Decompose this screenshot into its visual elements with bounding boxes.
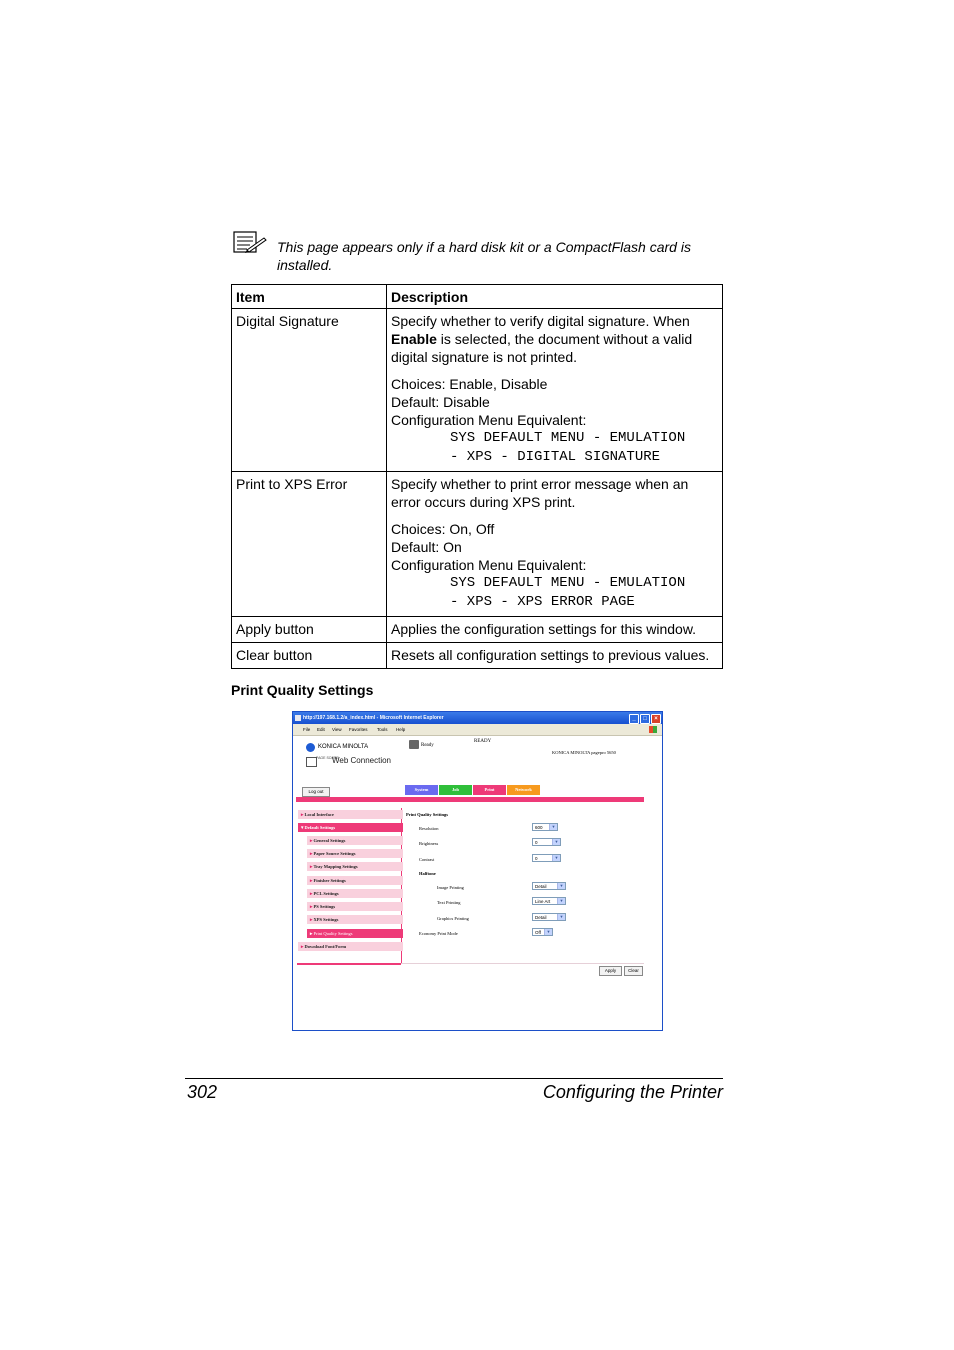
image-printing-select[interactable] (532, 882, 566, 890)
chevron-down-icon: ▼ (552, 855, 560, 861)
arrow-icon: ► (309, 851, 314, 856)
sidebar-item-label: Default Settings (304, 825, 336, 830)
minimize-icon[interactable]: _ (629, 714, 639, 724)
image-printing-label: Image Printing (437, 885, 464, 890)
arrow-icon: ► (309, 891, 314, 896)
section-title: Print Quality Settings (231, 682, 374, 698)
close-icon[interactable]: × (651, 714, 661, 724)
chapter-title: Configuring the Printer (542, 1082, 723, 1102)
form-bottom-rule (401, 963, 644, 964)
description-text: Specify whether to print error message when an error occurs during XPS print. (391, 476, 689, 510)
economy-print-select[interactable] (532, 928, 553, 936)
brightness-label: Brightness (419, 841, 439, 846)
sidebar (297, 808, 402, 964)
window-title: http://197.168.1.2/a_index.html - Microsoft Internet Explorer (303, 715, 444, 721)
sidebar-item-label: Paper Source Settings (313, 851, 356, 856)
description-part: Specify whether to verify digital signature. When (391, 313, 690, 329)
arrow-icon: ► (309, 931, 314, 936)
select-value: Detail (535, 915, 547, 920)
sidebar-item-label: Download Font/Form (304, 944, 347, 949)
sidebar-item-label: XPS Settings (313, 917, 339, 922)
web-connection-title: Web Connection (332, 756, 391, 765)
select-value: Detail (535, 884, 547, 889)
default-text: Default: Disable (391, 394, 490, 410)
arrow-icon: ► (309, 838, 314, 843)
item-cell: Digital Signature (232, 309, 387, 472)
sidebar-item-xps[interactable] (307, 915, 403, 924)
item-cell: Print to XPS Error (232, 472, 387, 617)
item-cell: Apply button (232, 617, 387, 643)
contrast-label: Contrast (419, 857, 435, 862)
chevron-down-icon: ▼ (552, 839, 560, 845)
window-titlebar (293, 712, 662, 724)
description-cell: Resets all configuration settings to previous values. (387, 643, 723, 669)
config-label: Configuration Menu Equivalent: (391, 557, 587, 573)
economy-print-label: Economy Print Mode (419, 931, 458, 936)
menu-view[interactable]: View (332, 727, 342, 732)
config-path-line: - XPS - DIGITAL SIGNATURE (450, 449, 661, 465)
menu-edit[interactable]: Edit (317, 727, 325, 732)
note-icon (233, 231, 267, 255)
status-display: READY (474, 739, 492, 744)
description-cell (387, 472, 723, 617)
choices-text: Choices: Enable, Disable (391, 376, 548, 392)
arrow-icon: ► (300, 944, 305, 949)
sidebar-item-paper-source[interactable] (307, 849, 403, 858)
sidebar-item-local-interface[interactable] (298, 810, 403, 819)
select-value: Line Art (535, 899, 551, 904)
maximize-icon[interactable]: □ (640, 714, 650, 724)
options-block (391, 375, 718, 467)
menu-help[interactable]: Help (396, 727, 406, 732)
apply-button[interactable]: Apply (599, 966, 622, 976)
ie-icon (295, 715, 301, 721)
arrow-icon: ► (309, 878, 314, 883)
description-cell: Applies the configuration settings for this window. (387, 617, 723, 643)
arrow-icon: ► (309, 864, 314, 869)
tab-network[interactable]: Network (507, 785, 540, 795)
table-row (232, 617, 723, 643)
chevron-down-icon: ▼ (544, 929, 552, 935)
graphics-printing-select[interactable] (532, 913, 566, 921)
header-item: Item (232, 285, 387, 309)
sidebar-item-label: General Settings (313, 838, 346, 843)
sidebar-item-print-quality[interactable] (307, 929, 403, 938)
halftone-label: Halftone (419, 871, 436, 876)
config-path-line: - XPS - XPS ERROR PAGE (450, 594, 635, 610)
select-value: 0 (535, 840, 538, 845)
settings-table (231, 284, 723, 669)
select-value: 0 (535, 856, 538, 861)
arrow-down-icon: ▼ (300, 825, 305, 830)
description-part: is selected, the document without a valid digital signature is not printed. (391, 331, 693, 365)
chevron-down-icon: ▼ (557, 914, 565, 920)
tab-underline (296, 797, 644, 802)
arrow-icon: ► (309, 904, 314, 909)
arrow-icon: ► (309, 917, 314, 922)
menu-tools[interactable]: Tools (377, 727, 388, 732)
item-cell: Clear button (232, 643, 387, 669)
description-bold: Enable (391, 331, 437, 347)
konica-logo-icon (306, 743, 315, 752)
pagescope-label: PAGE SCOPE (316, 756, 339, 760)
brand-name: KONICA MINOLTA (318, 744, 369, 750)
note-text: This page appears only if a hard disk kit or a CompactFlash card is installed. (277, 239, 691, 273)
sidebar-item-pcl[interactable] (307, 889, 403, 898)
header-description: Description (387, 285, 723, 309)
choices-text: Choices: On, Off (391, 521, 495, 537)
chevron-down-icon: ▼ (549, 824, 557, 830)
sidebar-item-download-font[interactable] (298, 942, 403, 951)
select-value: 600 (535, 825, 543, 830)
status-label: Ready (421, 743, 434, 748)
sidebar-item-ps[interactable] (307, 902, 403, 911)
tab-print[interactable]: Print (473, 785, 506, 795)
sidebar-item-default-settings[interactable] (298, 823, 403, 832)
text-printing-label: Text Printing (437, 900, 461, 905)
chevron-down-icon: ▼ (557, 898, 565, 904)
arrow-icon: ► (300, 812, 305, 817)
tab-system[interactable]: System (405, 785, 438, 795)
table-row (232, 472, 723, 617)
description-text (391, 312, 718, 366)
menu-bar (293, 724, 662, 736)
logout-button[interactable]: Log out (302, 787, 330, 797)
select-value: Off (535, 930, 541, 935)
table-header-row (232, 285, 723, 309)
menu-favorites[interactable]: Favorites (349, 727, 368, 732)
tab-job[interactable]: Job (439, 785, 472, 795)
config-path-line: SYS DEFAULT MENU - EMULATION (450, 430, 686, 446)
sidebar-item-label: PCL Settings (313, 891, 339, 896)
printer-model: KONICA MINOLTA pagepro 5650 (552, 750, 616, 755)
table-row (232, 309, 723, 472)
sidebar-item-finisher[interactable] (307, 876, 403, 885)
text-printing-select[interactable] (532, 897, 566, 905)
contrast-select[interactable] (532, 854, 561, 862)
printer-status-icon (409, 740, 419, 749)
sidebar-item-label: Finisher Settings (313, 878, 346, 883)
resolution-select[interactable] (532, 823, 558, 831)
sidebar-item-tray-mapping[interactable] (307, 862, 403, 871)
sidebar-item-label: Print Quality Settings (313, 931, 353, 936)
chevron-down-icon: ▼ (557, 883, 565, 889)
page-number: 302 (187, 1082, 218, 1102)
brightness-select[interactable] (532, 838, 561, 846)
sidebar-item-general-settings[interactable] (307, 836, 403, 845)
sidebar-item-label: PS Settings (313, 904, 336, 909)
default-text: Default: On (391, 539, 462, 555)
sidebar-item-label: Local Interface (304, 812, 334, 817)
graphics-printing-label: Graphics Printing (437, 916, 469, 921)
config-label: Configuration Menu Equivalent: (391, 412, 587, 428)
form-title: Print Quality Settings (406, 812, 449, 817)
clear-button[interactable]: Clear (624, 966, 643, 976)
table-row (232, 643, 723, 669)
config-path-line: SYS DEFAULT MENU - EMULATION (450, 575, 686, 591)
windows-logo-icon (649, 726, 657, 733)
description-cell (387, 309, 723, 472)
options-block (391, 520, 718, 612)
menu-file[interactable]: File (303, 727, 311, 732)
sidebar-bottom-rule (297, 963, 401, 965)
browser-screenshot (292, 711, 663, 1031)
sidebar-item-label: Tray Mapping Settings (313, 864, 358, 869)
footer-rule (185, 1078, 723, 1079)
resolution-label: Resolution (419, 826, 439, 831)
